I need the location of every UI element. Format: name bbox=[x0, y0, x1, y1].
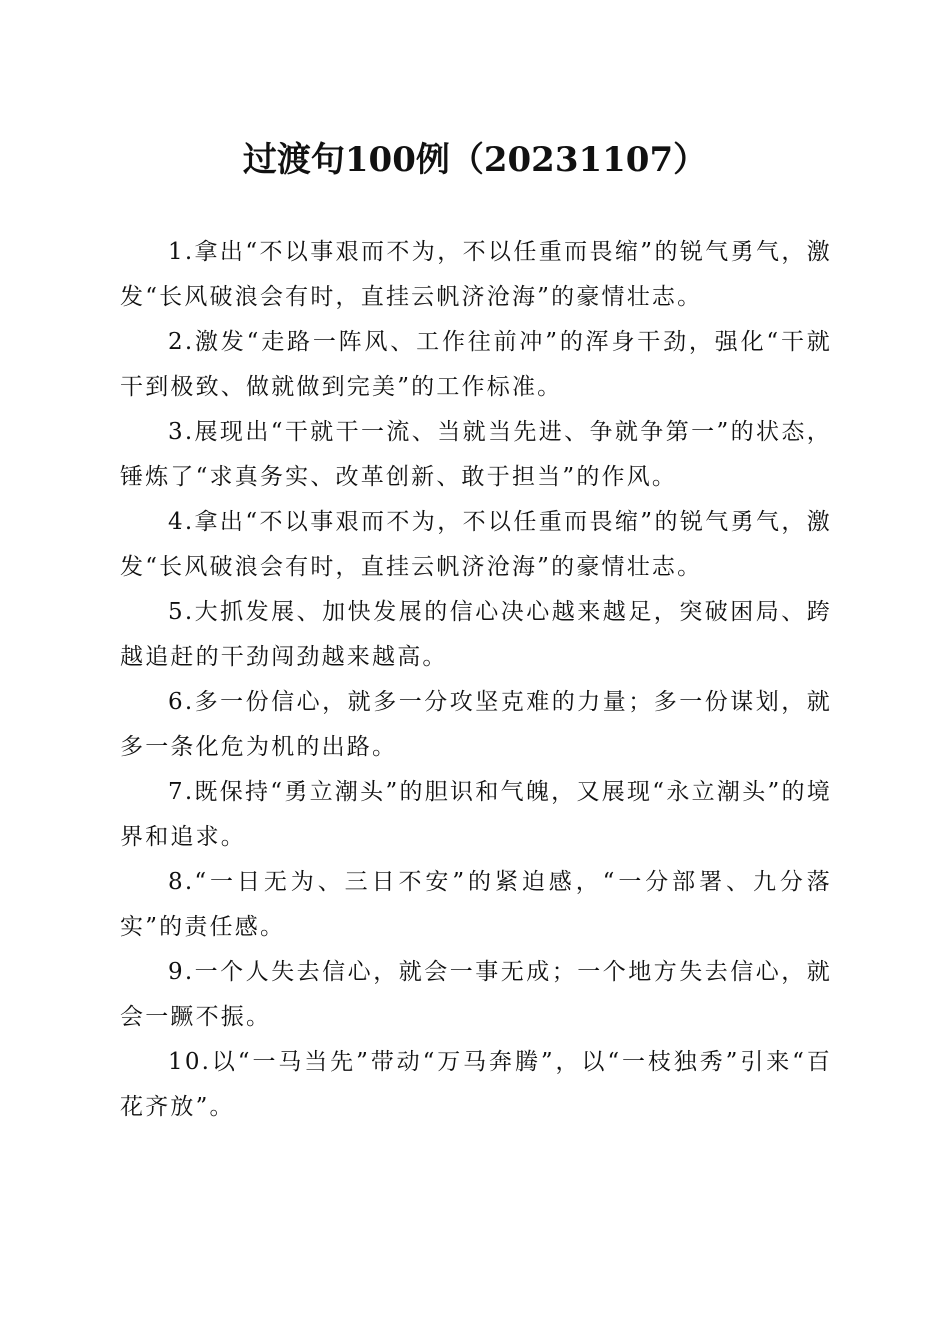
document-body bbox=[120, 230, 832, 1130]
paragraph-5: 5.大抓发展、加快发展的信心决心越来越足，突破困局、跨越追赶的干劲闯劲越来越高。 bbox=[120, 599, 832, 670]
paragraph-7: 7.既保持“勇立潮头”的胆识和气魄，又展现“永立潮头”的境界和追求。 bbox=[120, 779, 832, 850]
paragraph-9: 9.一个人失去信心，就会一事无成；一个地方失去信心，就会一蹶不振。 bbox=[120, 959, 832, 1030]
paragraph-1: 1.拿出“不以事艰而不为，不以任重而畏缩”的锐气勇气，激发“长风破浪会有时，直挂云帆济沧海”的豪情壮志。 bbox=[120, 239, 832, 310]
paragraph-10: 10.以“一马当先”带动“万马奔腾”，以“一枝独秀”引来“百花齐放”。 bbox=[120, 1049, 832, 1120]
paragraph-2: 2.激发“走路一阵风、工作往前冲”的浑身干劲，强化“干就干到极致、做就做到完美”的工作标准。 bbox=[120, 329, 832, 400]
document-title: 过渡句100例（20231107） bbox=[242, 140, 708, 180]
paragraph-3: 3.展现出“干就干一流、当就当先进、争就争第一”的状态，锤炼了“求真务实、改革创新、敢于担当”的作风。 bbox=[120, 419, 832, 490]
paragraph-4: 4.拿出“不以事艰而不为，不以任重而畏缩”的锐气勇气，激发“长风破浪会有时，直挂云帆济沧海”的豪情壮志。 bbox=[120, 509, 832, 580]
paragraph-6: 6.多一份信心，就多一分攻坚克难的力量；多一份谋划，就多一条化危为机的出路。 bbox=[120, 689, 832, 760]
paragraph-8: 8.“一日无为、三日不安”的紧迫感，“一分部署、九分落实”的责任感。 bbox=[120, 869, 832, 940]
